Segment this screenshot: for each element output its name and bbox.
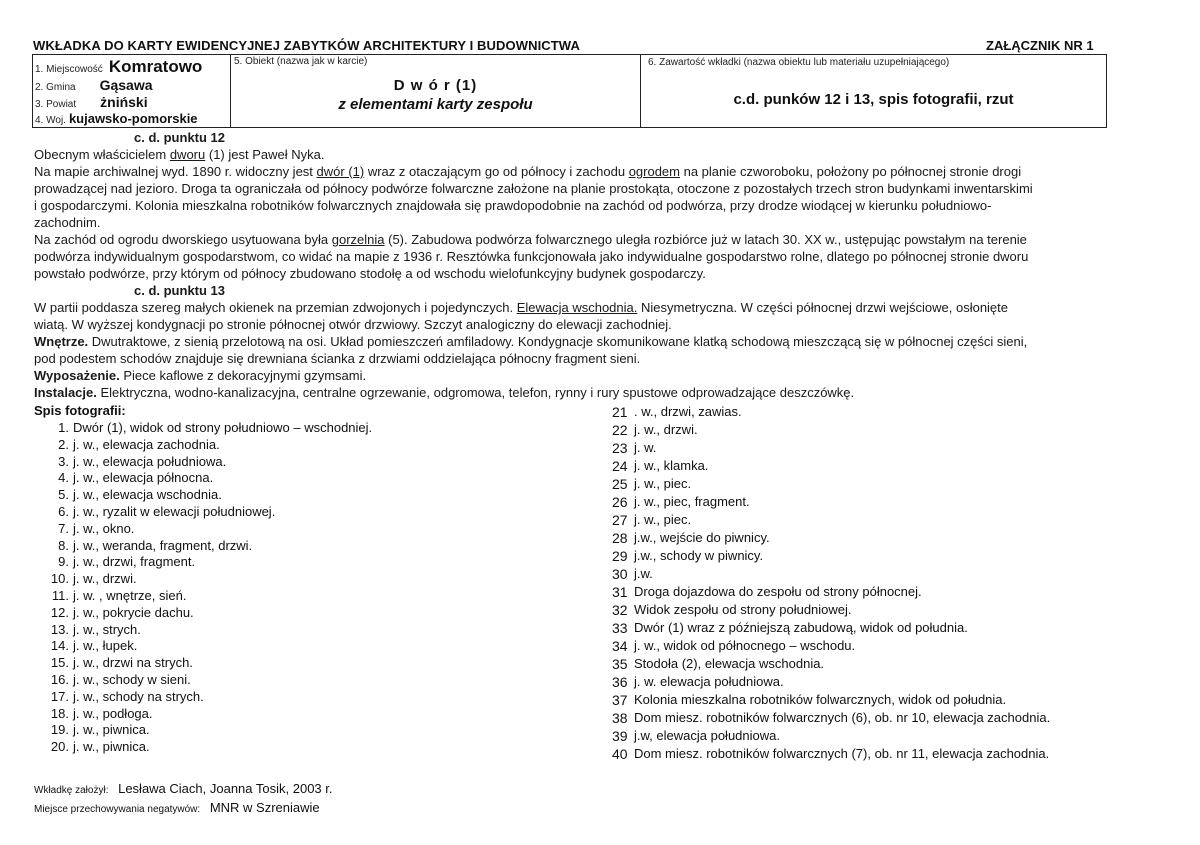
gmina-value: Gąsawa (99, 77, 153, 93)
photo-number: 9. (58, 554, 69, 570)
photo-caption: Dom miesz. robotników folwarcznych (6), ob. nr 10, elewacja zachodnia. (634, 710, 1051, 725)
photo-list-item (612, 655, 1050, 673)
label: Instalacje. (34, 385, 97, 400)
photo-number: 25 (612, 476, 628, 492)
photo-caption: Kolonia mieszkalna robotników folwarcznych, widok od południa. (634, 692, 1007, 707)
photo-caption: j.w., wejście do piwnicy. (634, 530, 770, 545)
text: Dwutraktowe, z sienią przelotową na osi. Układ pomieszczeń amfiladowy. Kondygnacje skomunikowane klatką schodową mieszczącą się w północnej części sieni, (88, 334, 1028, 349)
object-subtitle: z elementami karty zespołu (338, 96, 533, 113)
photo-caption: Dwór (1), widok od strony południowo – wschodniej. (73, 420, 373, 435)
photo-number: 20. (50, 739, 69, 755)
photo-caption: Dom miesz. robotników folwarcznych (7), ob. nr 11, elewacja zachodnia. (634, 746, 1050, 761)
photo-caption: Widok zespołu od strony południowej. (634, 602, 852, 617)
photo-number: 29 (612, 548, 628, 564)
photo-caption: j. w., drzwi, fragment. (73, 554, 196, 570)
location-cell (33, 55, 230, 127)
contents-cell (640, 55, 1106, 127)
object-name: D w ó r (1) (393, 77, 478, 94)
photo-list-item (612, 421, 1050, 439)
photo-list-item (612, 709, 1050, 727)
photo-number: 28 (612, 530, 628, 546)
photo-list-item (612, 457, 1050, 475)
photo-list-item (612, 691, 1050, 709)
photo-list-item (34, 739, 372, 756)
header-table (32, 54, 1107, 128)
link-gorzelnia: gorzelnia (331, 232, 385, 247)
powiat-label: 3. Powiat (35, 99, 77, 110)
photo-list-item (34, 571, 372, 588)
photo-list-item (612, 493, 1050, 511)
text: (5). Zabudowa podwórza folwarcznego uległa rozbiórce już w latach 30. XX w., ustępując powstałym na terenie (384, 232, 1027, 247)
storage-value: MNR w Szreniawie (209, 800, 320, 815)
text: Elektryczna, wodno-kanalizacyjna, centralne ogrzewanie, odgromowa, telefon, rynny i rury spustowe odprowadzające deszczówkę. (96, 385, 855, 400)
text: pod podestem schodów znajduje się drewniana ścianka z drzwiami oddzielająca północny fragment sieni. (34, 351, 641, 366)
text: (1) jest Paweł Nyka. (205, 147, 325, 162)
photo-number: 13. (50, 621, 69, 637)
photo-list-item (34, 689, 372, 706)
photo-caption: . w., drzwi, zawias. (634, 404, 742, 419)
document-title: WKŁADKA DO KARTY EWIDENCYJNEJ ZABYTKÓW ARCHITEKTURY I BUDOWNICTWA (33, 38, 580, 53)
photo-list-item (34, 538, 372, 555)
text: zachodnim. (34, 215, 101, 230)
photo-number: 3. (58, 453, 69, 469)
link-dworu: dworu (169, 147, 206, 162)
woj-label: 4. Woj. (35, 115, 66, 126)
photo-list-item (612, 727, 1050, 745)
photo-caption: j. w., elewacja wschodnia. (73, 487, 222, 503)
object-label: 5. Obiekt (nazwa jak w karcie) (234, 56, 368, 67)
object-cell (230, 55, 640, 127)
photo-caption: j. w., drzwi. (634, 422, 698, 437)
photo-number: 31 (612, 584, 628, 600)
photo-number: 39 (612, 728, 628, 744)
photo-caption: j. w., widok od północnego – wschodu. (634, 638, 856, 653)
photo-number: 2. (58, 436, 69, 452)
woj-value: kujawsko-pomorskie (68, 111, 198, 126)
storage-label: Miejsce przechowywania negatywów: (34, 804, 201, 815)
photo-list-item (34, 672, 372, 689)
footer-author (34, 781, 333, 796)
text: wraz z otaczającym go od północy i zachodu (364, 164, 629, 179)
photo-list-item (612, 565, 1050, 583)
photo-caption: Dwór (1) wraz z późniejszą zabudową, widok od południa. (634, 620, 968, 635)
photo-caption: j. w., elewacja północna. (73, 470, 214, 486)
label: Wyposażenie. (34, 368, 120, 383)
photo-number: 34 (612, 638, 628, 654)
photo-caption: j. w., piec, fragment. (634, 494, 750, 509)
contents-label: 6. Zawartość wkładki (nazwa obiektu lub materiału uzupełniającego) (648, 57, 950, 68)
photo-caption: j. w., weranda, fragment, drzwi. (73, 537, 253, 553)
photo-list-item (612, 475, 1050, 493)
photo-list-item (612, 583, 1050, 601)
photo-caption: j. w., piwnica. (73, 722, 150, 738)
link-ogrodem: ogrodem (628, 164, 680, 179)
text: prowadzącej nad jezioro. Droga ta ograniczała od północy podwórze folwarczne założone na planie prostokąta, otoczone z pozostałych trzech stron budynkami inwentarskimi (34, 181, 1033, 196)
link-elewacja: Elewacja wschodnia. (516, 300, 638, 315)
photo-number: 37 (612, 692, 628, 708)
photo-number: 17. (50, 688, 69, 704)
photo-number: 16. (50, 671, 69, 687)
photo-number: 40 (612, 746, 628, 762)
section-12-heading: c. d. punktu 12 (134, 130, 226, 145)
photo-number: 23 (612, 440, 628, 456)
photo-number: 19. (50, 722, 69, 738)
photo-list-left (34, 420, 372, 756)
label: Wnętrze. (34, 334, 89, 349)
photo-number: 5. (58, 487, 69, 503)
photo-list-item (34, 722, 372, 739)
photo-caption: j.w. (634, 566, 653, 581)
text: Niesymetryczna. W części północnej drzwi wejściowe, osłonięte (637, 300, 1009, 315)
photo-caption: j.w, elewacja południowa. (634, 728, 780, 743)
photo-caption: j. w., piec. (634, 512, 692, 527)
photo-list-item (612, 601, 1050, 619)
text: Na zachód od ogrodu dworskiego usytuowana była (34, 232, 332, 247)
photo-number: 32 (612, 602, 628, 618)
photo-list-item (612, 745, 1050, 763)
photo-caption: j. w., schody na strych. (73, 688, 204, 704)
place-value: Komratowo (108, 57, 203, 76)
photo-number: 30 (612, 566, 628, 582)
photo-number: 36 (612, 674, 628, 690)
section-12 (34, 129, 1104, 401)
photo-caption: j. w., podłoga. (73, 705, 153, 721)
text: Na mapie archiwalnej wyd. 1890 r. widoczny jest (34, 164, 317, 179)
text: Obecnym właścicielem (34, 147, 170, 162)
photo-caption: j.w., schody w piwnicy. (634, 548, 764, 563)
photo-caption: j. w. , wnętrze, sień. (73, 587, 187, 603)
photo-caption: j. w., okno. (73, 520, 135, 536)
photo-caption: j. w., strych. (73, 621, 141, 637)
photo-list-item (612, 439, 1050, 457)
text: W partii poddasza szereg małych okienek na przemian zdwojonych i pojedynczych. (34, 300, 517, 315)
photo-list-item (34, 605, 372, 622)
photo-list-item (612, 619, 1050, 637)
photo-list-item (34, 504, 372, 521)
photo-caption: j. w., elewacja zachodnia. (73, 436, 220, 452)
photo-list-item (612, 547, 1050, 565)
photo-list-item (34, 554, 372, 571)
attachment-number: ZAŁĄCZNIK NR 1 (986, 38, 1094, 53)
photo-caption: j. w., łupek. (73, 638, 138, 654)
photo-list-item (612, 403, 1050, 421)
photo-caption: j. w., piwnica. (73, 739, 150, 755)
photo-list-item (34, 521, 372, 538)
photo-number: 38 (612, 710, 628, 726)
photo-list-right (612, 403, 1050, 763)
photo-caption: j. w., drzwi na strych. (73, 655, 193, 671)
photo-caption: j. w., drzwi. (73, 571, 137, 587)
photo-number: 27 (612, 512, 628, 528)
photo-number: 1. (58, 420, 69, 435)
photo-list-item (612, 673, 1050, 691)
photo-number: 35 (612, 656, 628, 672)
photos-heading: Spis fotografii: (34, 403, 126, 418)
photo-number: 26 (612, 494, 628, 510)
photo-list-item (34, 454, 372, 471)
photo-caption: j. w., elewacja południowa. (73, 453, 227, 469)
photo-caption: j. w., schody w sieni. (73, 671, 191, 687)
photo-list-item (34, 655, 372, 672)
place-label: 1. Miejscowość (35, 64, 103, 75)
photo-list-item (34, 622, 372, 639)
photo-number: 21 (612, 404, 628, 420)
powiat-value: żniński (100, 94, 148, 110)
photo-list-item (612, 511, 1050, 529)
photo-caption: j. w., klamka. (634, 458, 709, 473)
gmina-label: 2. Gmina (35, 82, 76, 93)
photo-number: 15. (50, 655, 69, 671)
photo-number: 33 (612, 620, 628, 636)
photo-list-item (612, 529, 1050, 547)
photo-list-item (34, 588, 372, 605)
photo-number: 7. (58, 520, 69, 536)
text: wiatą. W wyższej kondygnacji po stronie północnej otwór drzwiowy. Szczyt analogiczny do elewacji zachodniej. (34, 317, 672, 332)
link-dwor: dwór (1) (316, 164, 365, 179)
photo-caption: Droga dojazdowa do zespołu od strony północnej. (634, 584, 922, 599)
text: Piece kaflowe z dekoracyjnymi gzymsami. (119, 368, 367, 383)
photo-caption: Stodoła (2), elewacja wschodnia. (634, 656, 825, 671)
photo-caption: j. w. elewacja południowa. (634, 674, 784, 689)
photo-number: 11. (51, 587, 69, 603)
text: podwórza indywidualnym gospodarstwom, co widać na mapie z 1936 r. Resztówka funkcjonowała jako indywidualne gospodarstwo rolne, dlatego po północnej stronie dworu (34, 249, 1029, 264)
photo-number: 18. (50, 705, 69, 721)
text: powstało podwórze, przy którym od północy zbudowano stodołę a od wschodu wielofunkcyjny budynek gospodarczy. (34, 266, 706, 281)
photo-caption: j. w., piec. (634, 476, 692, 491)
photo-caption: j. w., ryzalit w elewacji południowej. (73, 503, 276, 519)
photo-list-item (34, 487, 372, 504)
photo-list-item (34, 437, 372, 454)
author-value: Lesława Ciach, Joanna Tosik, 2003 r. (118, 781, 333, 796)
contents-value: c.d. punków 12 i 13, spis fotografii, rzut (733, 91, 1014, 108)
photo-number: 22 (612, 422, 628, 438)
text: na planie czworoboku, położony po północnej stronie drogi (680, 164, 1022, 179)
section-13-heading: c. d. punktu 13 (134, 283, 226, 298)
author-label: Wkładkę założył: (34, 785, 109, 796)
photo-list-item (34, 420, 372, 437)
photo-number: 4. (58, 470, 69, 486)
photo-number: 8. (58, 537, 69, 553)
text: i gospodarczymi. Kolonia mieszkalna robotników folwarcznych znajdowała się prawdopodobnie na zachód od podwórza, przy drodze wiodącej w kierunku południowo- (34, 198, 992, 213)
photo-number: 24 (612, 458, 628, 474)
photo-caption: j. w., pokrycie dachu. (73, 604, 194, 620)
photo-number: 10. (50, 571, 69, 587)
photo-number: 12. (50, 604, 69, 620)
photo-list-item (34, 638, 372, 655)
photo-number: 6. (58, 503, 69, 519)
photo-caption: j. w. (634, 440, 657, 455)
photo-list-item (34, 706, 372, 723)
photo-number: 14. (50, 638, 69, 654)
photo-list-item (34, 470, 372, 487)
footer-storage (34, 800, 320, 815)
photo-list-item (612, 637, 1050, 655)
